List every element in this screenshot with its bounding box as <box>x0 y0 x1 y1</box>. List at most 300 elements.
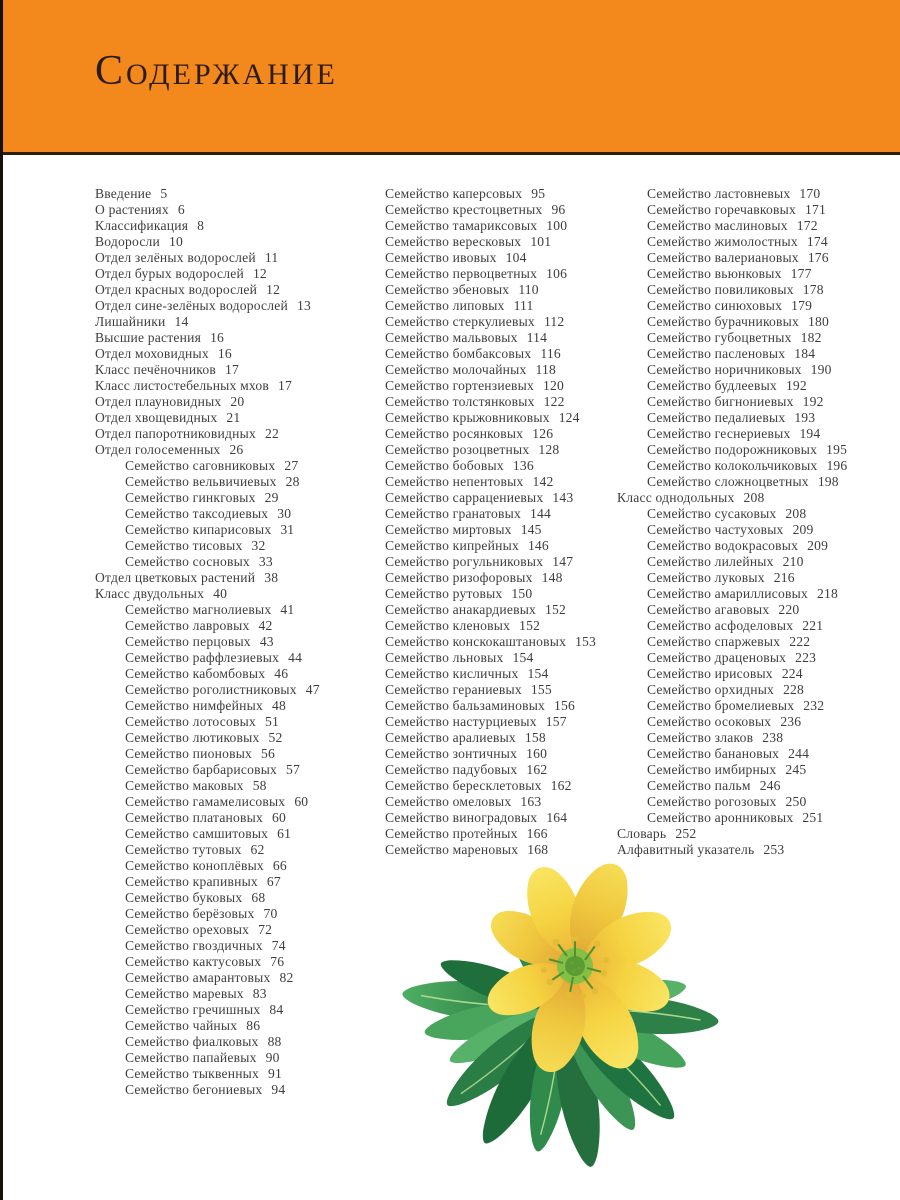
toc-entry-page: 6 <box>177 202 185 217</box>
toc-entry <box>95 1050 370 1066</box>
toc-entry-label: Семейство лилейных <box>647 554 774 569</box>
toc-entry <box>355 730 630 746</box>
toc-entry <box>617 538 892 554</box>
toc-entry-page: 156 <box>554 698 576 713</box>
toc-entry-label: Семейство зонтичных <box>385 746 518 761</box>
toc-entry-label: Семейство мальвовых <box>385 330 518 345</box>
toc-entry-label: Класс двудольных <box>95 586 205 601</box>
toc-entry-label: Семейство будлеевых <box>647 378 777 393</box>
toc-entry <box>617 682 892 698</box>
toc-entry-page: 250 <box>785 794 807 809</box>
toc-entry-label: Семейство колокольчиковых <box>647 458 818 473</box>
toc-entry <box>95 906 370 922</box>
toc-entry <box>617 234 892 250</box>
toc-entry-page: 221 <box>802 618 824 633</box>
toc-entry <box>355 490 630 506</box>
toc-entry <box>355 794 630 810</box>
toc-entry <box>617 826 892 842</box>
toc-entry-page: 31 <box>280 522 295 537</box>
flower-svg <box>393 856 727 1180</box>
toc-entry <box>95 218 370 234</box>
toc-entry-label: Семейство гинкговых <box>125 490 256 505</box>
toc-entry-label: Семейство саррацениевых <box>385 490 544 505</box>
toc-entry-label: Семейство мареновых <box>385 842 519 857</box>
toc-entry <box>355 506 630 522</box>
toc-entry-label: Введение <box>95 186 152 201</box>
toc-entry <box>617 202 892 218</box>
toc-entry-label: Семейство кипарисовых <box>125 522 272 537</box>
toc-entry-page: 96 <box>551 202 566 217</box>
toc-column-2 <box>355 186 630 858</box>
toc-entry-label: Семейство гречишных <box>125 1002 261 1017</box>
toc-entry-page: 67 <box>266 874 281 889</box>
toc-entry-page: 245 <box>785 762 807 777</box>
toc-entry-label: Семейство пионовых <box>125 746 253 761</box>
toc-entry-label: Семейство аронниковых <box>647 810 794 825</box>
toc-entry <box>95 362 370 378</box>
toc-entry-page: 17 <box>225 362 240 377</box>
toc-entry <box>355 442 630 458</box>
toc-entry-label: Семейство магнолиевых <box>125 602 272 617</box>
toc-entry-page: 216 <box>773 570 795 585</box>
toc-entry <box>95 570 370 586</box>
toc-entry <box>617 378 892 394</box>
toc-entry-label: Семейство сусаковых <box>647 506 777 521</box>
toc-entry-label: Семейство гвоздичных <box>125 938 263 953</box>
toc-entry-page: 196 <box>826 458 848 473</box>
toc-entry-page: 198 <box>817 474 839 489</box>
toc-entry-label: Семейство тутовых <box>125 842 242 857</box>
toc-entry <box>95 698 370 714</box>
toc-entry <box>355 218 630 234</box>
toc-entry-page: 21 <box>226 410 241 425</box>
toc-entry <box>355 458 630 474</box>
toc-entry <box>617 602 892 618</box>
toc-entry-page: 154 <box>512 650 534 665</box>
toc-entry-label: Семейство бромелиевых <box>647 698 795 713</box>
toc-entry-label: Семейство эбеновых <box>385 282 510 297</box>
toc-entry-page: 16 <box>217 346 232 361</box>
toc-entry-page: 68 <box>251 890 266 905</box>
toc-entry-page: 208 <box>785 506 807 521</box>
toc-entry-label: О растениях <box>95 202 169 217</box>
toc-entry <box>95 394 370 410</box>
toc-entry-page: 238 <box>762 730 784 745</box>
toc-entry-label: Семейство осоковых <box>647 714 772 729</box>
page-title <box>95 50 338 96</box>
toc-entry-page: 13 <box>296 298 311 313</box>
toc-entry-label: Семейство чайных <box>125 1018 238 1033</box>
toc-entry-label: Семейство лавровых <box>125 618 250 633</box>
toc-entry <box>617 810 892 826</box>
toc-entry-label: Семейство льновых <box>385 650 504 665</box>
toc-entry <box>95 858 370 874</box>
toc-entry-label: Семейство омеловых <box>385 794 512 809</box>
toc-entry <box>355 714 630 730</box>
toc-entry-page: 179 <box>791 298 813 313</box>
toc-entry-label: Семейство саговниковых <box>125 458 276 473</box>
toc-entry-page: 16 <box>210 330 225 345</box>
toc-entry <box>95 746 370 762</box>
toc-entry <box>355 234 630 250</box>
toc-entry-label: Семейство толстянковых <box>385 394 535 409</box>
toc-entry-label: Семейство повиликовых <box>647 282 794 297</box>
toc-entry-page: 84 <box>269 1002 284 1017</box>
toc-entry-label: Семейство ирисовых <box>647 666 773 681</box>
yellow-flower-illustration <box>393 856 727 1180</box>
toc-entry-label: Семейство миртовых <box>385 522 512 537</box>
toc-entry-page: 17 <box>278 378 292 393</box>
toc-entry-page: 56 <box>261 746 276 761</box>
toc-entry <box>95 234 370 250</box>
toc-entry-label: Семейство гранатовых <box>385 506 521 521</box>
toc-entry-page: 26 <box>229 442 244 457</box>
toc-entry-label: Семейство берёзовых <box>125 906 255 921</box>
toc-entry-label: Отдел зелёных водорослей <box>95 250 256 265</box>
toc-entry-label: Семейство маслиновых <box>647 218 788 233</box>
toc-entry-label: Отдел цветковых растений <box>95 570 256 585</box>
toc-entry-label: Семейство горечавковых <box>647 202 796 217</box>
toc-entry-page: 182 <box>800 330 822 345</box>
toc-entry-page: 88 <box>267 1034 282 1049</box>
toc-entry-label: Семейство перцовых <box>125 634 251 649</box>
toc-entry <box>617 506 892 522</box>
toc-entry-page: 150 <box>511 586 533 601</box>
toc-entry-label: Семейство сложноцветных <box>647 474 809 489</box>
toc-entry-page: 120 <box>543 378 564 393</box>
toc-entry-label: Семейство жимолостных <box>647 234 798 249</box>
toc-entry <box>355 682 630 698</box>
toc-entry-label: Классификация <box>95 218 189 233</box>
toc-entry <box>95 794 370 810</box>
toc-entry-label: Семейство каперсовых <box>385 186 523 201</box>
toc-entry <box>355 538 630 554</box>
toc-entry <box>95 618 370 634</box>
toc-entry <box>355 666 630 682</box>
toc-entry-page: 47 <box>305 682 320 697</box>
toc-entry-label: Семейство конскокаштановых <box>385 634 567 649</box>
toc-entry <box>95 506 370 522</box>
toc-entry-label: Семейство крыжовниковых <box>385 410 550 425</box>
toc-entry <box>617 442 892 458</box>
toc-entry-page: 94 <box>271 1082 286 1097</box>
toc-entry <box>355 650 630 666</box>
toc-entry-page: 5 <box>160 186 168 201</box>
toc-entry <box>95 1066 370 1082</box>
toc-entry-page: 158 <box>524 730 546 745</box>
page-title-initial: С <box>95 48 127 94</box>
toc-entry-page: 252 <box>675 826 697 841</box>
toc-entry <box>617 650 892 666</box>
toc-entry-page: 30 <box>277 506 292 521</box>
toc-entry-page: 110 <box>518 282 539 297</box>
toc-entry-label: Водоросли <box>95 234 161 249</box>
toc-entry <box>95 666 370 682</box>
toc-entry <box>355 474 630 490</box>
toc-entry-page: 91 <box>268 1066 283 1081</box>
toc-entry-label: Семейство спаржевых <box>647 634 781 649</box>
toc-entry-label: Семейство геснериевых <box>647 426 791 441</box>
toc-entry <box>355 762 630 778</box>
toc-entry <box>95 378 370 394</box>
toc-entry-page: 166 <box>526 826 548 841</box>
toc-entry-page: 190 <box>810 362 832 377</box>
toc-entry-label: Семейство ризофоровых <box>385 570 533 585</box>
toc-entry <box>95 298 370 314</box>
toc-entry-label: Семейство гамамелисовых <box>125 794 286 809</box>
toc-entry-label: Семейство аралиевых <box>385 730 516 745</box>
toc-entry <box>95 986 370 1002</box>
toc-entry-page: 41 <box>280 602 295 617</box>
toc-entry-label: Семейство тисовых <box>125 538 243 553</box>
toc-entry <box>95 1082 370 1098</box>
toc-entry-label: Отдел голосеменных <box>95 442 221 457</box>
toc-entry-page: 38 <box>264 570 279 585</box>
toc-entry <box>355 698 630 714</box>
toc-entry <box>95 714 370 730</box>
toc-entry <box>355 826 630 842</box>
toc-entry-page: 100 <box>546 218 568 233</box>
toc-entry-page: 162 <box>526 762 548 777</box>
toc-entry <box>355 746 630 762</box>
toc-entry-page: 76 <box>270 954 285 969</box>
toc-entry-label: Семейство бигнониевых <box>647 394 794 409</box>
toc-entry-page: 194 <box>799 426 821 441</box>
toc-entry-page: 162 <box>550 778 572 793</box>
toc-entry <box>355 202 630 218</box>
toc-entry-page: 66 <box>272 858 287 873</box>
toc-entry <box>95 778 370 794</box>
toc-entry-page: 42 <box>258 618 273 633</box>
toc-entry-page: 218 <box>816 586 838 601</box>
toc-entry-page: 192 <box>785 378 807 393</box>
toc-entry-page: 170 <box>799 186 821 201</box>
toc-entry-page: 152 <box>545 602 567 617</box>
toc-entry <box>355 522 630 538</box>
toc-entry-label: Семейство росянковых <box>385 426 524 441</box>
toc-entry <box>95 890 370 906</box>
toc-entry-label: Алфавитный указатель <box>617 842 755 857</box>
toc-entry-page: 95 <box>531 186 546 201</box>
toc-entry <box>355 554 630 570</box>
toc-entry-label: Семейство стеркулиевых <box>385 314 535 329</box>
toc-entry-label: Семейство ластовневых <box>647 186 791 201</box>
toc-entry-page: 22 <box>264 426 279 441</box>
toc-entry-page: 128 <box>538 442 560 457</box>
toc-entry-label: Семейство бобовых <box>385 458 504 473</box>
toc-entry-label: Семейство барбарисовых <box>125 762 278 777</box>
toc-entry-page: 228 <box>783 682 805 697</box>
toc-entry <box>355 602 630 618</box>
toc-entry-label: Семейство виноградовых <box>385 810 538 825</box>
toc-entry-label: Семейство бегониевых <box>125 1082 263 1097</box>
toc-entry-page: 145 <box>520 522 542 537</box>
toc-entry-page: 33 <box>258 554 273 569</box>
toc-entry-page: 11 <box>264 250 279 265</box>
toc-entry-label: Семейство драценовых <box>647 650 787 665</box>
toc-entry-label: Семейство подорожниковых <box>647 442 818 457</box>
toc-entry <box>95 762 370 778</box>
toc-entry-label: Семейство агавовых <box>647 602 770 617</box>
toc-entry-label: Семейство рогульниковых <box>385 554 544 569</box>
toc-entry-label: Семейство орхидных <box>647 682 775 697</box>
toc-entry-page: 60 <box>271 810 286 825</box>
toc-entry-label: Семейство фиалковых <box>125 1034 259 1049</box>
toc-entry-label: Словарь <box>617 826 667 841</box>
toc-entry <box>95 522 370 538</box>
toc-entry <box>95 842 370 858</box>
toc-entry <box>617 554 892 570</box>
toc-entry <box>617 778 892 794</box>
toc-entry-label: Семейство раффлезиевых <box>125 650 280 665</box>
toc-entry-label: Семейство амариллисовых <box>647 586 808 601</box>
toc-entry-page: 178 <box>802 282 824 297</box>
toc-entry-label: Семейство вельвичиевых <box>125 474 277 489</box>
toc-entry <box>617 570 892 586</box>
toc-entry-page: 147 <box>552 554 574 569</box>
toc-entry <box>355 778 630 794</box>
toc-entry-label: Семейство губоцветных <box>647 330 792 345</box>
toc-entry-page: 209 <box>792 522 814 537</box>
toc-entry-page: 163 <box>520 794 542 809</box>
toc-entry-label: Семейство первоцветных <box>385 266 538 281</box>
toc-entry-label: Семейство платановых <box>125 810 263 825</box>
toc-entry-label: Семейство частуховых <box>647 522 784 537</box>
toc-entry-page: 48 <box>271 698 286 713</box>
toc-entry-page: 224 <box>781 666 803 681</box>
toc-entry-label: Семейство розоцветных <box>385 442 530 457</box>
toc-entry-label: Семейство папайевых <box>125 1050 257 1065</box>
toc-entry-page: 144 <box>529 506 551 521</box>
page-left-border <box>0 0 3 1200</box>
toc-entry <box>95 682 370 698</box>
toc-entry <box>95 346 370 362</box>
toc-entry-label: Семейство рогозовых <box>647 794 777 809</box>
toc-entry-page: 46 <box>274 666 289 681</box>
toc-entry <box>617 458 892 474</box>
toc-entry <box>617 698 892 714</box>
toc-entry-page: 112 <box>543 314 565 329</box>
toc-entry-label: Семейство кактусовых <box>125 954 262 969</box>
toc-entry-page: 146 <box>527 538 549 553</box>
toc-entry-label: Семейство кисличных <box>385 666 519 681</box>
toc-entry-page: 12 <box>252 266 267 281</box>
toc-entry-page: 27 <box>284 458 299 473</box>
toc-entry-page: 246 <box>759 778 781 793</box>
toc-entry-page: 209 <box>807 538 829 553</box>
toc-entry <box>355 378 630 394</box>
toc-entry <box>617 330 892 346</box>
toc-entry-page: 193 <box>794 410 816 425</box>
toc-entry-page: 60 <box>294 794 309 809</box>
toc-entry-label: Семейство пальм <box>647 778 751 793</box>
toc-entry-page: 195 <box>826 442 848 457</box>
toc-entry <box>617 666 892 682</box>
toc-entry-label: Семейство асфоделовых <box>647 618 794 633</box>
toc-entry-page: 142 <box>532 474 554 489</box>
toc-entry <box>617 410 892 426</box>
toc-entry-page: 28 <box>285 474 300 489</box>
toc-entry <box>95 314 370 330</box>
toc-entry-label: Семейство бурачниковых <box>647 314 799 329</box>
toc-entry <box>95 250 370 266</box>
toc-entry <box>617 746 892 762</box>
toc-entry-label: Семейство лютиковых <box>125 730 260 745</box>
toc-entry <box>617 634 892 650</box>
toc-entry <box>95 874 370 890</box>
toc-entry <box>355 570 630 586</box>
toc-entry <box>355 186 630 202</box>
toc-entry-page: 244 <box>788 746 810 761</box>
toc-entry-page: 44 <box>288 650 303 665</box>
toc-entry <box>95 730 370 746</box>
toc-entry-page: 148 <box>541 570 563 585</box>
toc-entry-label: Семейство кленовых <box>385 618 511 633</box>
toc-column-1 <box>95 186 370 1098</box>
toc-entry-label: Отдел папоротниковидных <box>95 426 256 441</box>
toc-entry <box>95 922 370 938</box>
toc-entry-page: 164 <box>546 810 568 825</box>
toc-entry-label: Семейство педалиевых <box>647 410 786 425</box>
toc-entry <box>355 394 630 410</box>
toc-entry-page: 155 <box>530 682 552 697</box>
toc-entry-label: Семейство синюховых <box>647 298 783 313</box>
toc-entry-page: 111 <box>513 298 534 313</box>
toc-entry-page: 172 <box>796 218 818 233</box>
toc-entry-label: Семейство анакардиевых <box>385 602 537 617</box>
toc-entry <box>617 394 892 410</box>
toc-entry-label: Отдел моховидных <box>95 346 209 361</box>
toc-entry <box>95 554 370 570</box>
toc-entry-label: Семейство луковых <box>647 570 765 585</box>
toc-entry-page: 184 <box>794 346 816 361</box>
toc-entry-page: 72 <box>258 922 273 937</box>
toc-entry-label: Семейство липовых <box>385 298 505 313</box>
toc-entry <box>355 266 630 282</box>
toc-entry-page: 124 <box>558 410 580 425</box>
toc-entry-label: Семейство протейных <box>385 826 518 841</box>
toc-entry-page: 253 <box>763 842 785 857</box>
toc-entry <box>617 618 892 634</box>
toc-entry-page: 171 <box>804 202 826 217</box>
toc-entry <box>95 186 370 202</box>
toc-entry <box>617 346 892 362</box>
toc-entry <box>95 426 370 442</box>
toc-entry <box>617 282 892 298</box>
toc-entry-label: Семейство вересковых <box>385 234 522 249</box>
toc-entry-page: 74 <box>271 938 286 953</box>
toc-entry-page: 192 <box>802 394 824 409</box>
toc-entry-page: 180 <box>808 314 829 329</box>
toc-entry-page: 210 <box>782 554 804 569</box>
toc-entry-page: 154 <box>527 666 549 681</box>
toc-entry-label: Высшие растения <box>95 330 202 345</box>
toc-entry-page: 61 <box>277 826 292 841</box>
toc-entry-page: 86 <box>246 1018 261 1033</box>
toc-entry-label: Семейство валериановых <box>647 250 799 265</box>
toc-entry <box>95 458 370 474</box>
toc-entry <box>617 794 892 810</box>
toc-entry <box>617 186 892 202</box>
toc-entry <box>95 586 370 602</box>
page-title-rest: ОДЕРЖАНИЕ <box>126 58 338 91</box>
toc-entry-label: Семейство бересклетовых <box>385 778 542 793</box>
toc-entry <box>355 810 630 826</box>
toc-entry <box>617 426 892 442</box>
toc-entry <box>95 1002 370 1018</box>
toc-entry <box>355 346 630 362</box>
toc-entry-label: Семейство гортензиевых <box>385 378 534 393</box>
